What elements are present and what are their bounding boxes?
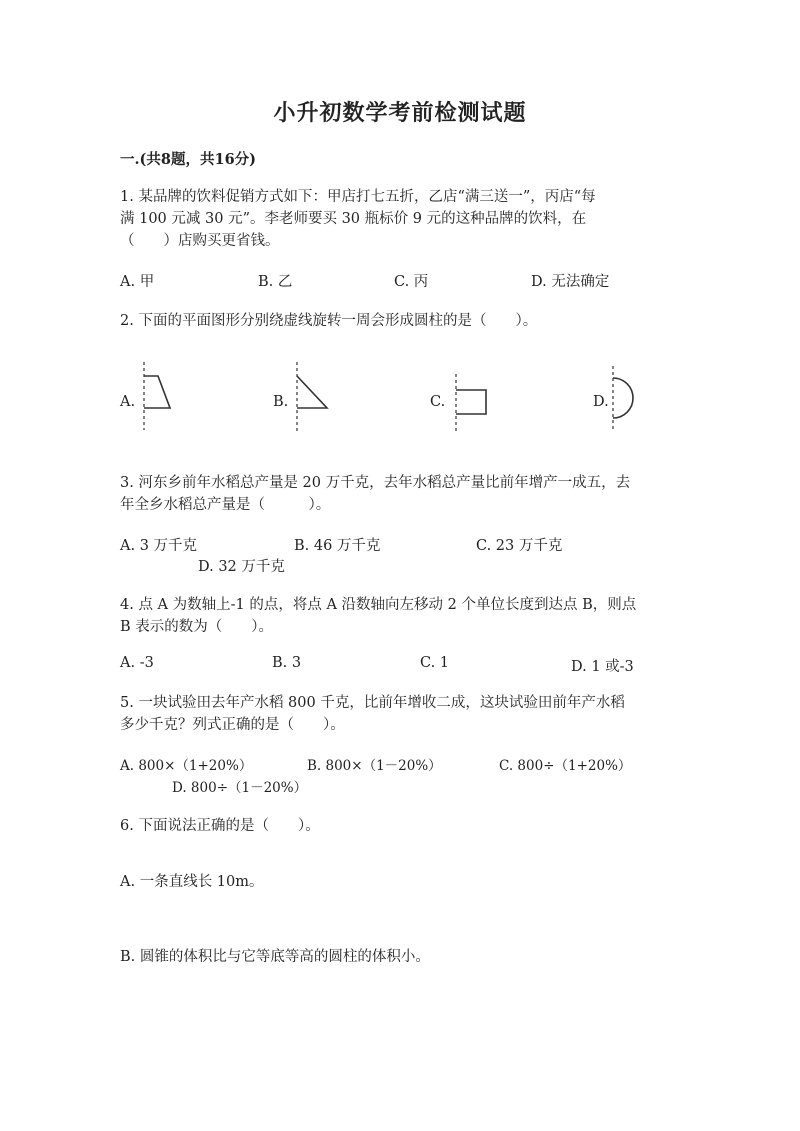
option-d[interactable]: D. 无法确定: [531, 274, 610, 290]
question-line: 4. 点 A 为数轴上-1 的点，将点 A 沿数轴向左移动 2 个单位长度到达点 B，则点: [120, 597, 637, 613]
question-line: 1. 某品牌的饮料促销方式如下：甲店打七五折，乙店“满三送一”，丙店“每: [120, 189, 596, 205]
trapezoid-figure-icon: [136, 362, 180, 430]
option-b[interactable]: B. 乙: [258, 274, 293, 290]
option-a[interactable]: A. -3: [120, 655, 154, 671]
page-title: 小升初数学考前检测试题: [273, 100, 527, 126]
question-line: 6. 下面说法正确的是（ ）。: [120, 818, 320, 834]
option-c[interactable]: C. 1: [420, 655, 450, 671]
option-a[interactable]: A. 3 万千克: [120, 538, 198, 554]
question-line: B 表示的数为（ ）。: [120, 619, 274, 635]
question-line: 多少千克？列式正确的是（ ）。: [120, 717, 345, 733]
option-c[interactable]: C. 丙: [394, 274, 429, 290]
option-b[interactable]: B. 3: [272, 655, 302, 671]
question-line: （ ）店购买更省钱。: [120, 233, 280, 249]
option-a[interactable]: A. 甲: [120, 274, 155, 290]
option-c[interactable]: C. 800÷（1+20%）: [499, 758, 632, 774]
question-line: 年全乡水稻总产量是（ ）。: [120, 497, 331, 513]
option-d[interactable]: D. 32 万千克: [198, 559, 285, 575]
option-d[interactable]: D. 800÷（1－20%）: [172, 780, 308, 796]
option-b[interactable]: B.: [273, 394, 289, 410]
option-d[interactable]: D. 1 或-3: [571, 659, 634, 675]
option-b[interactable]: B. 46 万千克: [294, 538, 381, 554]
section-heading: 一.(共8题，共16分): [120, 151, 257, 168]
question-line: 2. 下面的平面图形分别绕虚线旋转一周会形成圆柱的是（ ）。: [120, 313, 538, 329]
option-d[interactable]: D.: [593, 394, 609, 410]
rectangle-figure-icon: [448, 374, 492, 432]
option-a[interactable]: A. 一条直线长 10m。: [120, 874, 264, 890]
right-triangle-figure-icon: [289, 362, 333, 432]
question-line: 满 100 元减 30 元”。李老师要买 30 瓶标价 9 元的这种品牌的饮料，在: [120, 211, 587, 227]
option-b[interactable]: B. 圆锥的体积比与它等底等高的圆柱的体积小。: [120, 949, 430, 965]
question-line: 5. 一块试验田去年产水稻 800 千克，比前年增收二成，这块试验田前年产水稻: [120, 695, 625, 711]
option-a[interactable]: A.: [120, 394, 136, 410]
option-c[interactable]: C. 23 万千克: [476, 538, 563, 554]
option-b[interactable]: B. 800×（1－20%）: [307, 758, 442, 774]
option-a[interactable]: A. 800×（1+20%）: [120, 758, 253, 774]
option-c[interactable]: C.: [430, 394, 446, 410]
semicircle-figure-icon: [605, 366, 639, 432]
question-line: 3. 河东乡前年水稻总产量是 20 万千克，去年水稻总产量比前年增产一成五，去: [120, 475, 631, 491]
